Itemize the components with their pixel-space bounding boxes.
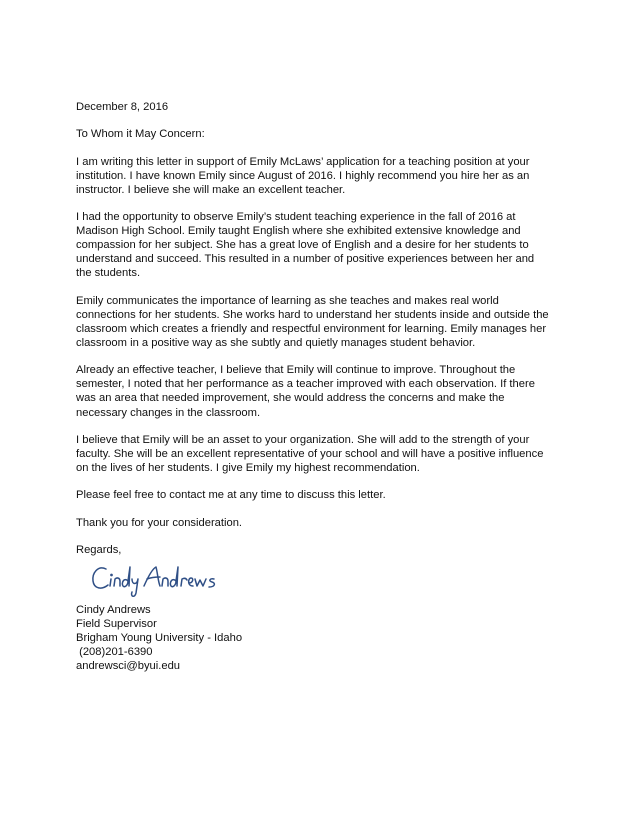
paragraph-line: compassion for her subject. She has a great love of English and a desire for her students to bbox=[76, 239, 529, 252]
sender-organization: Brigham Young University - Idaho bbox=[76, 632, 243, 645]
paragraph-line: institution. I have known Emily since August of 2016. I highly recommend you hire her as an bbox=[76, 169, 530, 182]
paragraph-6 bbox=[76, 488, 566, 502]
paragraph-line: Thank you for your consideration. bbox=[76, 516, 243, 529]
paragraph-line: semester, I noted that her performance as a teacher improved with each observation. If there bbox=[76, 378, 535, 391]
letter-salutation: To Whom it May Concern: bbox=[76, 128, 205, 141]
paragraph-1 bbox=[76, 155, 566, 197]
paragraph-5 bbox=[76, 433, 566, 475]
sender-block bbox=[76, 603, 566, 673]
paragraph-3 bbox=[76, 294, 566, 350]
paragraph-line: I am writing this letter in support of Emily McLaws’ application for a teaching position at your bbox=[76, 155, 530, 168]
paragraph-line: Already an effective teacher, I believe that Emily will continue to improve. Throughout the bbox=[76, 364, 516, 377]
paragraph-line: on the lives of her students. I give Emily my highest recommendation. bbox=[76, 462, 420, 474]
paragraph-line: I believe that Emily will be an asset to your organization. She will add to the strength of your bbox=[76, 433, 530, 446]
paragraph-line: Please feel free to contact me at any time to discuss this letter. bbox=[76, 489, 386, 502]
paragraph-line: classroom which creates a friendly and respectful environment for learning. Emily manages her bbox=[76, 322, 547, 335]
paragraph-4 bbox=[76, 363, 566, 419]
paragraph-line: was an area that needed improvement, she would address the concerns and make the bbox=[76, 392, 505, 405]
sender-name: Cindy Andrews bbox=[76, 603, 151, 616]
letter-closing: Regards, bbox=[76, 543, 122, 556]
sender-title: Field Supervisor bbox=[76, 618, 157, 631]
paragraph-line: necessary changes in the classroom. bbox=[76, 406, 261, 419]
letter-body bbox=[76, 100, 566, 673]
letter-date: December 8, 2016 bbox=[76, 101, 169, 113]
paragraph-2 bbox=[76, 210, 566, 280]
paragraph-7 bbox=[76, 516, 566, 530]
paragraph-line: instructor. I believe she will make an excellent teacher. bbox=[76, 183, 346, 196]
paragraph-line: faculty. She will be an excellent representative of your school and will have a positive influence bbox=[76, 447, 544, 460]
paragraph-line: understand and succeed. This resulted in a number of positive experiences between her and bbox=[76, 253, 535, 266]
handwritten-signature bbox=[90, 559, 230, 601]
paragraph-line: connections for her students. She works hard to understand her students inside and outside the bbox=[76, 308, 549, 321]
paragraph-line: Madison High School. Emily taught English where she exhibited extensive knowledge and bbox=[76, 225, 521, 238]
paragraph-line: Emily communicates the importance of learning as she teaches and makes real world bbox=[76, 294, 499, 307]
paragraph-line: the students. bbox=[76, 267, 141, 280]
paragraph-line: classroom in a positive way as she subtly and quietly manages student behavior. bbox=[76, 336, 476, 349]
sender-email: andrewsci@byui.edu bbox=[76, 660, 181, 673]
sender-phone: (208)201-6390 bbox=[76, 646, 153, 659]
paragraph-line: I had the opportunity to observe Emily’s student teaching experience in the fall of 2016 at bbox=[76, 211, 516, 224]
